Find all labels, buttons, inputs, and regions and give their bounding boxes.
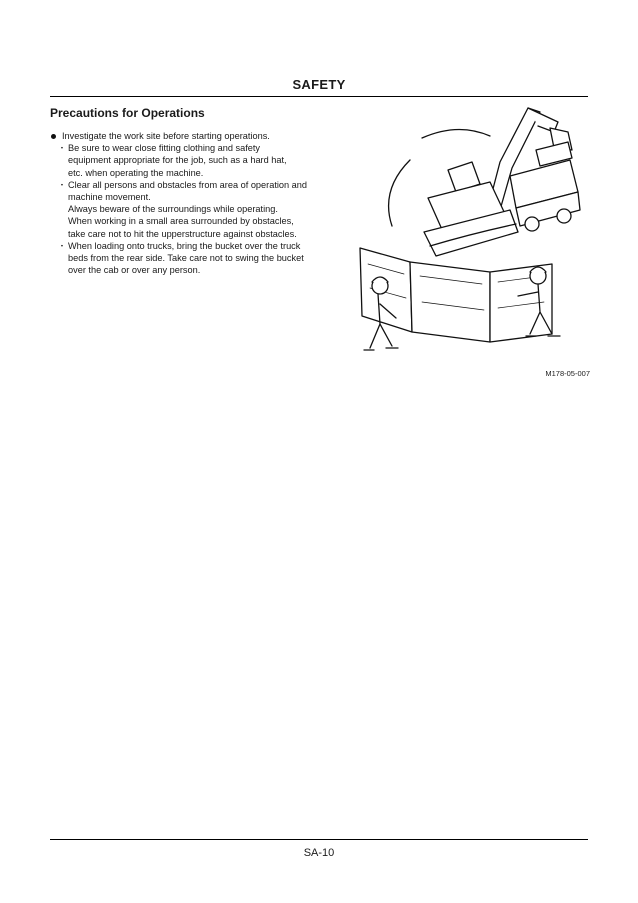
figure-code: M178-05-007 <box>545 369 590 378</box>
sub-item <box>56 142 340 179</box>
sub-bullet-icon: ・ <box>57 179 67 190</box>
sub-item-line: take care not to hit the upperstructure against obstacles. <box>68 228 297 239</box>
sub-item-line: When working in a small area surrounded by obstacles, <box>68 216 294 227</box>
sub-item-line: When loading onto trucks, bring the bucket over the truck <box>68 240 301 251</box>
page-number: SA-10 <box>303 847 335 859</box>
bullet-dot-icon <box>51 134 56 139</box>
sub-bullet-icon: ・ <box>57 143 67 154</box>
sub-item-line: Be sure to wear close fitting clothing and safety <box>68 143 261 154</box>
truck-wheel <box>557 209 571 223</box>
sub-item-line: over the cab or over any person. <box>68 265 201 276</box>
header-divider <box>50 96 588 97</box>
sub-item-line: equipment appropriate for the job, such as a hard hat, <box>68 155 287 166</box>
swing-arc-top <box>422 129 490 138</box>
sub-item <box>56 179 340 240</box>
sub-item-line: Clear all persons and obstacles from area of operation and <box>68 179 308 190</box>
sub-item-line: machine movement. <box>68 192 151 203</box>
precautions-list <box>50 130 340 276</box>
swing-arc-left <box>389 160 410 226</box>
sub-item-line: etc. when operating the machine. <box>68 167 204 178</box>
bullet-item <box>50 130 340 142</box>
sub-item <box>56 240 340 277</box>
sub-bullet-icon: ・ <box>57 240 67 251</box>
sub-item-line: Always beware of the surroundings while operating. <box>68 204 278 215</box>
page-header-title: SAFETY <box>292 77 346 92</box>
bullet-text: Investigate the work site before starting operations. <box>62 131 270 141</box>
section-title: Precautions for Operations <box>50 106 205 120</box>
sub-item-line: beds from the rear side. Take care not to swing the bucket <box>68 253 304 264</box>
truck-wheel <box>525 217 539 231</box>
excavator-safety-illustration <box>340 98 588 366</box>
footer-divider <box>50 839 588 840</box>
